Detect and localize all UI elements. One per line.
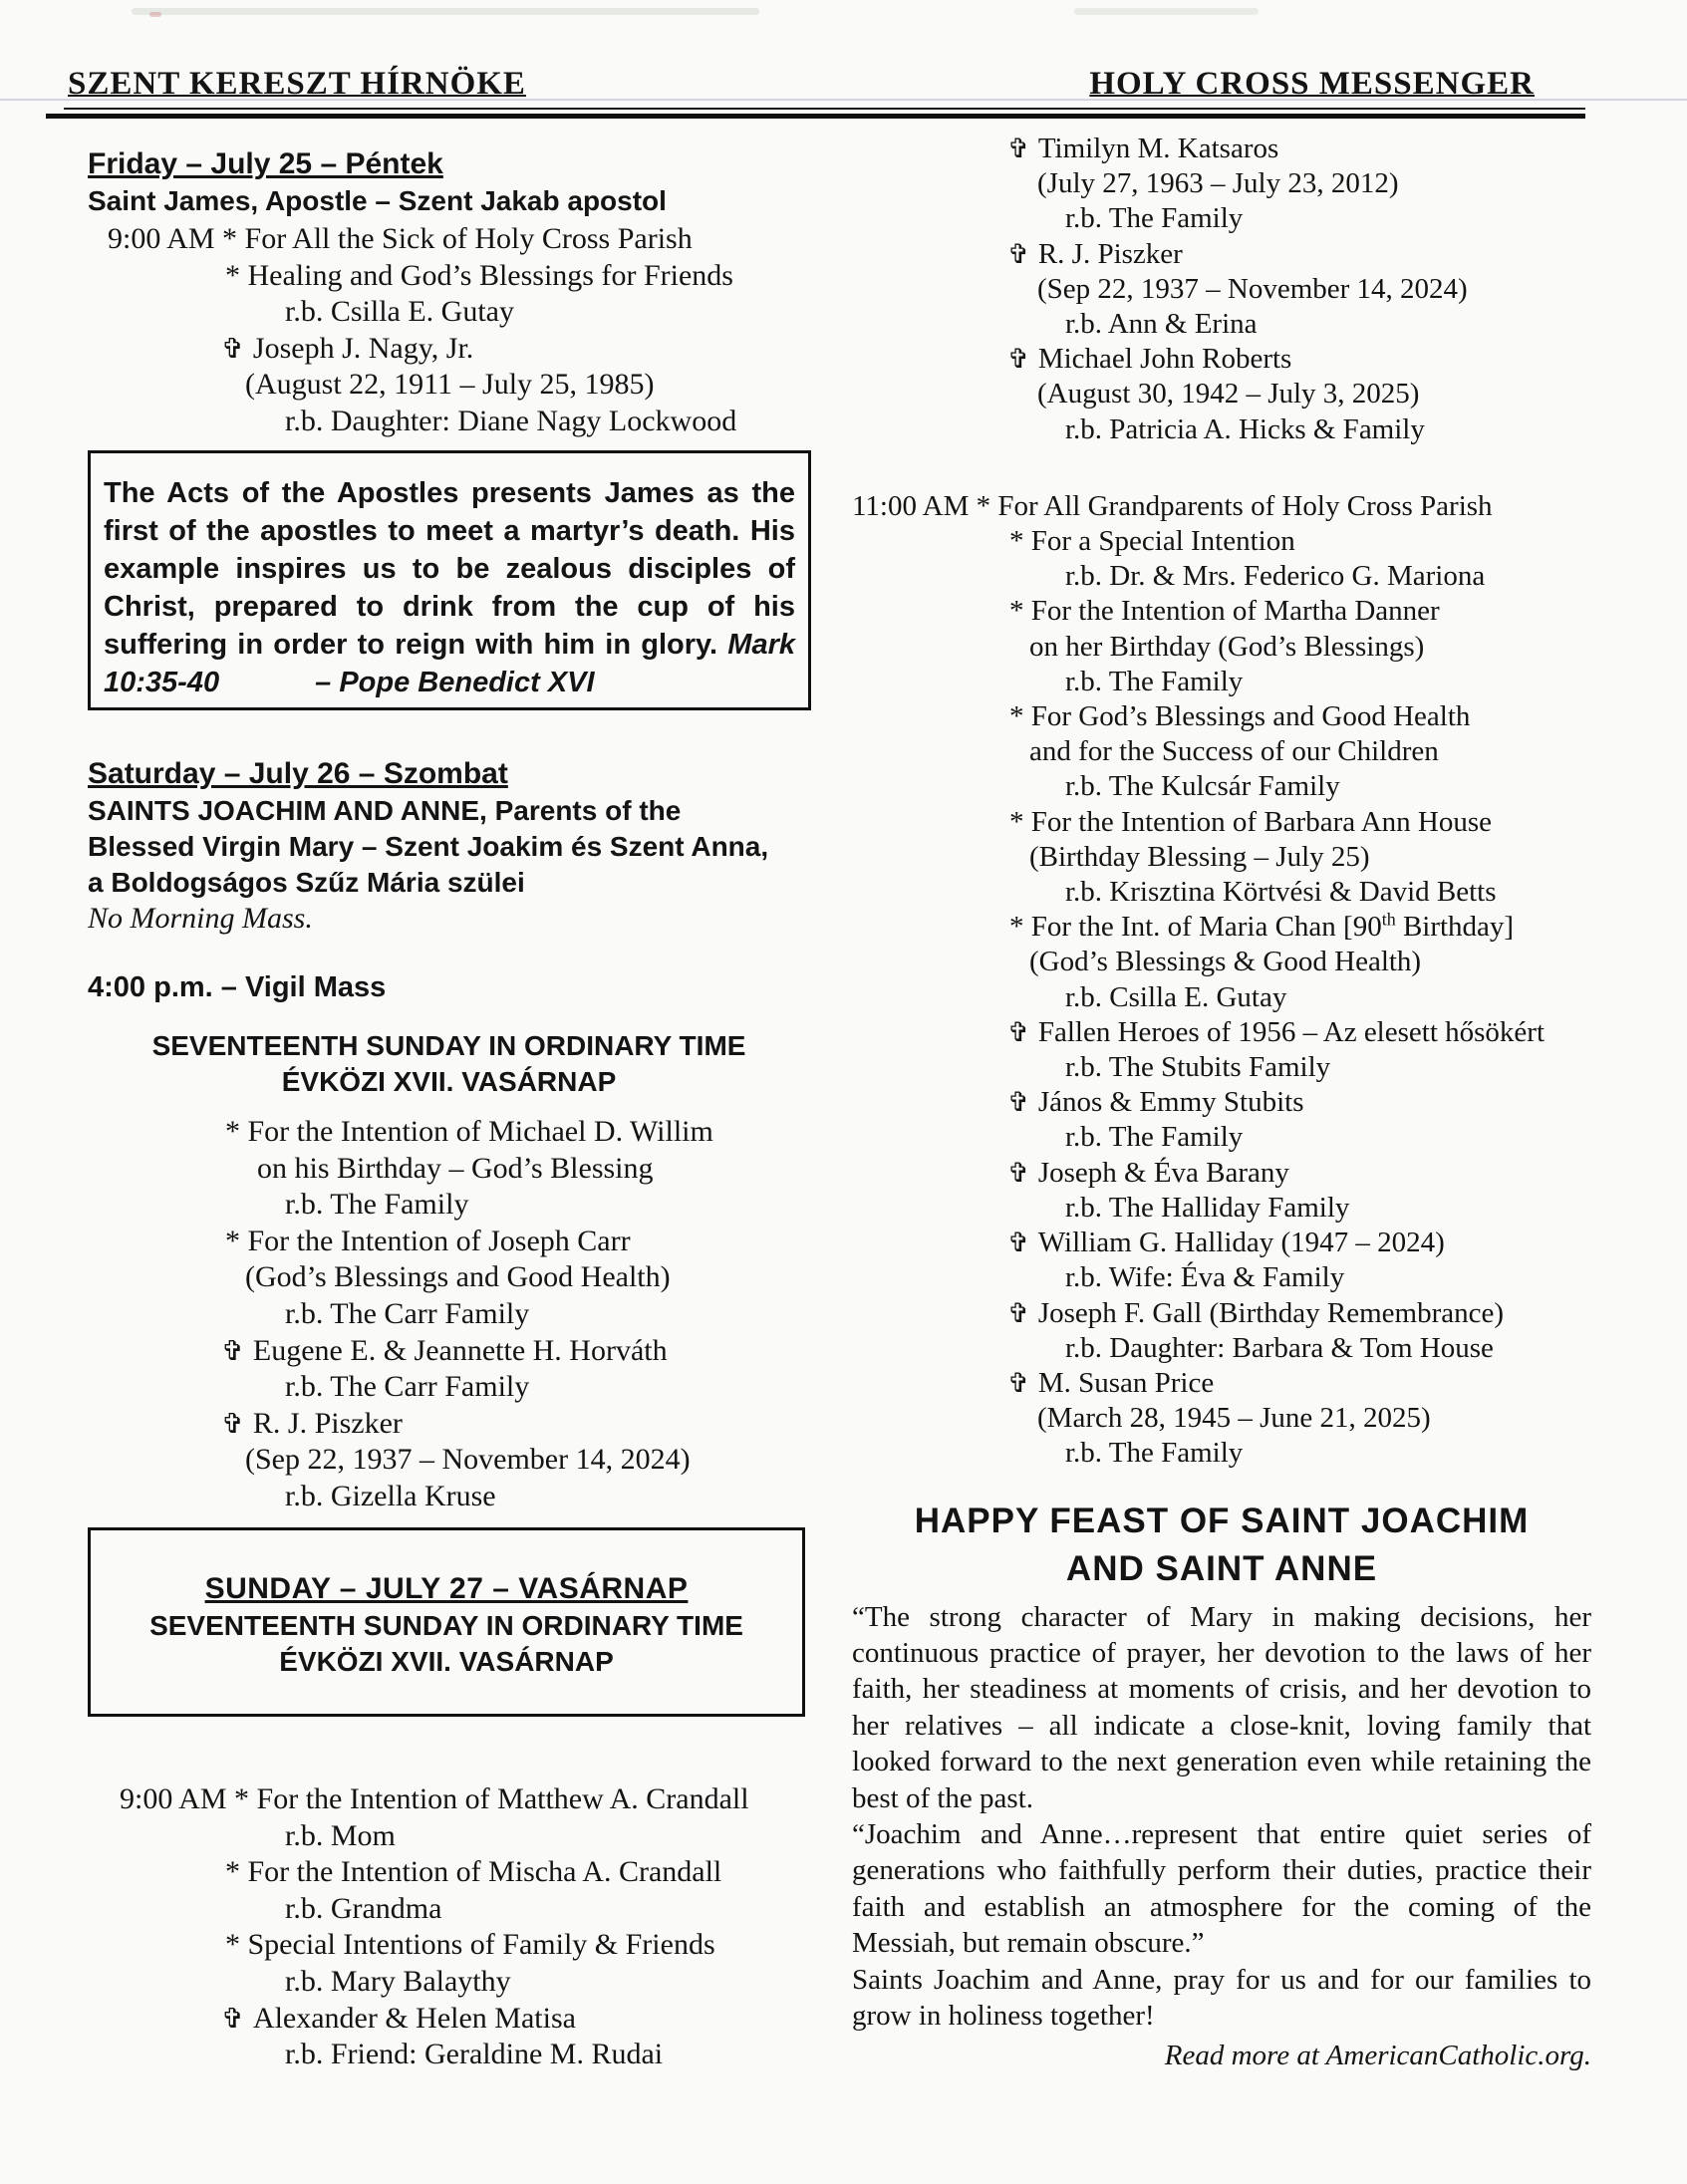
requested-by-line: r.b. Grandma [285, 1891, 442, 1925]
sunday-subtitle-english: SEVENTEENTH SUNDAY IN ORDINARY TIME [149, 1610, 743, 1641]
intention-continuation-line: on his Birthday – God’s Blessing [257, 1151, 654, 1185]
mass-intention-line: * For God’s Blessings and Good Health [1009, 700, 1471, 733]
deceased-cross-icon: ✞ [1007, 1297, 1038, 1329]
header-thin-rule [64, 108, 1585, 110]
saturday-day-heading: Saturday – July 26 – Szombat [88, 757, 508, 790]
mass-intention-line: * For the Intention of Joseph Carr [225, 1224, 631, 1257]
requested-by-line: r.b. Patricia A. Hicks & Family [1065, 412, 1425, 445]
vigil-sunday-heading [88, 1028, 810, 1100]
requested-by-line: r.b. Csilla E. Gutay [1065, 980, 1287, 1013]
requested-by-line: r.b. Ann & Erina [1065, 308, 1258, 341]
friday-feast-name: Saint James, Apostle – Szent Jakab apostol [88, 185, 667, 216]
deceased-cross-icon: ✞ [1007, 134, 1038, 164]
deceased-intention-line: ✞ R. J. Piszker [221, 1406, 403, 1440]
requested-by-line: r.b. Mom [285, 1818, 396, 1852]
mass-intention-line: * For the Int. of Maria Chan [90th Birthday] [1009, 909, 1515, 944]
mass-time-intention-line: 9:00 AM * For the Intention of Matthew A. Crandall [120, 1782, 749, 1815]
quote-text: The Acts of the Apostles presents James as the first of the apostles to meet a martyr’s death. His example inspires us to be zealous disciples of Christ, prepared to drink from the cup of his suffering in order to reign with him in glory. [104, 477, 795, 661]
requested-by-line: r.b. Friend: Geraldine M. Rudai [285, 2038, 664, 2071]
requested-by-line: r.b. The Halliday Family [1065, 1191, 1350, 1224]
deceased-cross-icon: ✞ [221, 1333, 253, 1367]
requested-by-line: r.b. Mary Balaythy [285, 1964, 511, 1998]
intention-continuation-line: and for the Success of our Children [1029, 735, 1439, 768]
deceased-cross-icon: ✞ [1007, 1367, 1038, 1399]
feast-article-paragraph: “Joachim and Anne…represent that entire quiet series of generations who faithfully perform their duties, practice their faith and establish an atmosphere for the coming of the Messiah, but remain obscure.” [852, 1817, 1591, 1960]
masthead-english-title: HOLY CROSS MESSENGER [1089, 66, 1535, 102]
intention-continuation-line: (Birthday Blessing – July 25) [1029, 840, 1370, 873]
mass-time-intention-line: 9:00 AM * For All the Sick of Holy Cross Parish [108, 222, 693, 255]
requested-by-line: r.b. Krisztina Körtvési & David Betts [1065, 876, 1497, 909]
masthead-hungarian-title: SZENT KERESZT HÍRNÖKE [68, 66, 526, 102]
requested-by-line: r.b. Csilla E. Gutay [285, 295, 514, 329]
feast-article-body [852, 1599, 1591, 2035]
deceased-cross-icon: ✞ [1007, 1157, 1038, 1189]
deceased-intention-line: ✞ János & Emmy Stubits [1007, 1086, 1304, 1119]
mass-intention-line: * For the Intention of Mischa A. Crandall [225, 1855, 722, 1889]
requested-by-line: r.b. Wife: Éva & Family [1065, 1261, 1345, 1294]
feast-title-line: HAPPY FEAST OF SAINT JOACHIM [914, 1501, 1530, 1540]
requested-by-line: r.b. The Family [1065, 202, 1244, 235]
date-range-line: (Sep 22, 1937 – November 14, 2024) [245, 1443, 691, 1477]
quote-attribution: – Pope Benedict XVI [315, 667, 595, 698]
deceased-cross-icon: ✞ [1007, 1228, 1038, 1259]
deceased-intention-line: ✞ Joseph F. Gall (Birthday Remembrance) [1007, 1296, 1505, 1329]
saturday-feast-line: SAINTS JOACHIM AND ANNE, Parents of the [88, 795, 682, 826]
deceased-intention-line: ✞ Michael John Roberts [1007, 343, 1292, 376]
sunday-title-line: SEVENTEENTH SUNDAY IN ORDINARY TIME [151, 1030, 746, 1061]
feast-article-paragraph: “The strong character of Mary in making decisions, her continuous practice of prayer, her devotion to the laws of her faith, her steadiness at moments of crisis, and her devotion to her relatives – all indicate a close-knit, loving family that looked forward to the next generation even while retaining the best of the past. [852, 1600, 1591, 1814]
deceased-intention-line: ✞ Eugene E. & Jeannette H. Horváth [221, 1333, 668, 1367]
deceased-intention-line: ✞ Joseph J. Nagy, Jr. [221, 331, 474, 365]
friday-intentions-list [88, 221, 810, 440]
date-range-line: (Sep 22, 1937 – November 14, 2024) [1037, 272, 1468, 305]
intention-continuation-line: on her Birthday (God’s Blessings) [1029, 630, 1425, 663]
requested-by-line: r.b. The Family [1065, 1121, 1244, 1154]
intention-continuation-line: (God’s Blessings & Good Health) [1029, 946, 1422, 978]
requested-by-line: r.b. Gizella Kruse [285, 1479, 496, 1512]
scan-smudge [132, 8, 759, 15]
saint-james-quote [104, 474, 795, 701]
mass-intention-line: * For the Intention of Barbara Ann House [1009, 805, 1493, 838]
requested-by-line: r.b. The Kulcsár Family [1065, 770, 1340, 803]
header-thick-rule [46, 114, 1585, 119]
mass-intention-line: * For the Intention of Michael D. Willim [225, 1115, 713, 1148]
mass-time-intention-line: 11:00 AM * For All Grandparents of Holy Cross Parish [852, 489, 1493, 522]
requested-by-line: r.b. The Stubits Family [1065, 1051, 1331, 1084]
requested-by-line: r.b. The Family [285, 1188, 469, 1222]
saturday-section [88, 755, 810, 1005]
requested-by-line: r.b. Daughter: Barbara & Tom House [1065, 1331, 1494, 1364]
deceased-cross-icon: ✞ [221, 2001, 253, 2035]
deceased-intention-line: ✞ William G. Halliday (1947 – 2024) [1007, 1227, 1445, 1259]
deceased-cross-icon: ✞ [1007, 344, 1038, 376]
deceased-intention-line: ✞ M. Susan Price [1007, 1366, 1215, 1399]
scan-smudge [1074, 8, 1259, 15]
friday-day-heading: Friday – July 25 – Péntek [88, 147, 443, 180]
sunday-day-heading: SUNDAY – JULY 27 – VASÁRNAP [204, 1572, 689, 1605]
read-more-attribution: Read more at AmericanCatholic.org. [1164, 2040, 1591, 2072]
eleven-am-intentions-list [852, 489, 1591, 1472]
date-range-line: (July 27, 1963 – July 23, 2012) [1037, 167, 1399, 200]
saint-james-quote-box [88, 450, 811, 710]
deceased-intention-line: ✞ R. J. Piszker [1007, 237, 1183, 270]
saturday-feast-lines [88, 793, 810, 901]
deceased-cross-icon: ✞ [221, 331, 253, 365]
scripture-reference: Mark 10:35-40 [104, 629, 795, 698]
nine-am-intentions-continued [852, 132, 1591, 447]
date-range-line: (God’s Blessings and Good Health) [245, 1260, 671, 1294]
mass-intention-line: * For the Intention of Martha Danner [1009, 595, 1440, 628]
deceased-cross-icon: ✞ [1007, 1016, 1038, 1048]
sunday-title-line: ÉVKÖZI XVII. VASÁRNAP [281, 1066, 617, 1097]
mass-intention-line: * For a Special Intention [1009, 525, 1295, 558]
deceased-cross-icon: ✞ [1007, 238, 1038, 270]
sunday-intentions-list [88, 1781, 815, 2073]
no-morning-mass-note: No Morning Mass. [88, 902, 313, 935]
date-range-line: (August 22, 1911 – July 25, 1985) [245, 368, 655, 402]
sunday-header-box [88, 1527, 805, 1717]
vigil-mass-time: 4:00 p.m. – Vigil Mass [88, 971, 387, 1003]
requested-by-line: r.b. The Family [1065, 1437, 1244, 1470]
deceased-intention-line: ✞ Fallen Heroes of 1956 – Az elesett hősökért [1007, 1015, 1546, 1048]
mass-intention-line: * Special Intentions of Family & Friends [225, 1928, 715, 1962]
saturday-feast-line: Blessed Virgin Mary – Szent Joakim és Szent Anna, [88, 831, 769, 862]
sunday-subtitle-hungarian: ÉVKÖZI XVII. VASÁRNAP [279, 1646, 614, 1677]
requested-by-line: r.b. The Carr Family [285, 1296, 530, 1330]
feast-article-title [852, 1498, 1591, 1593]
requested-by-line: r.b. The Family [1065, 665, 1244, 697]
friday-section [88, 145, 810, 440]
requested-by-line: r.b. Dr. & Mrs. Federico G. Mariona [1065, 560, 1486, 593]
requested-by-line: r.b. The Carr Family [285, 1370, 530, 1404]
deceased-cross-icon: ✞ [221, 1406, 253, 1440]
deceased-intention-line: ✞ Timilyn M. Katsaros [1007, 133, 1279, 164]
vigil-intentions-list [88, 1114, 810, 1515]
deceased-cross-icon: ✞ [1007, 1087, 1038, 1119]
date-range-line: (August 30, 1942 – July 3, 2025) [1037, 378, 1420, 410]
scan-smudge [149, 12, 161, 17]
mass-intention-line: * Healing and God’s Blessings for Friends [225, 258, 733, 292]
saturday-feast-line: a Boldogságos Szűz Mária szülei [88, 867, 525, 898]
requested-by-line: r.b. Daughter: Diane Nagy Lockwood [285, 404, 737, 437]
date-range-line: (March 28, 1945 – June 21, 2025) [1037, 1402, 1431, 1435]
feast-article-paragraph: Saints Joachim and Anne, pray for us and for our families to grow in holiness together! [852, 1963, 1591, 2032]
right-column [852, 132, 1591, 2075]
deceased-intention-line: ✞ Alexander & Helen Matisa [221, 2001, 576, 2035]
deceased-intention-line: ✞ Joseph & Éva Barany [1007, 1156, 1289, 1189]
feast-title-line: AND SAINT ANNE [1065, 1548, 1378, 1588]
